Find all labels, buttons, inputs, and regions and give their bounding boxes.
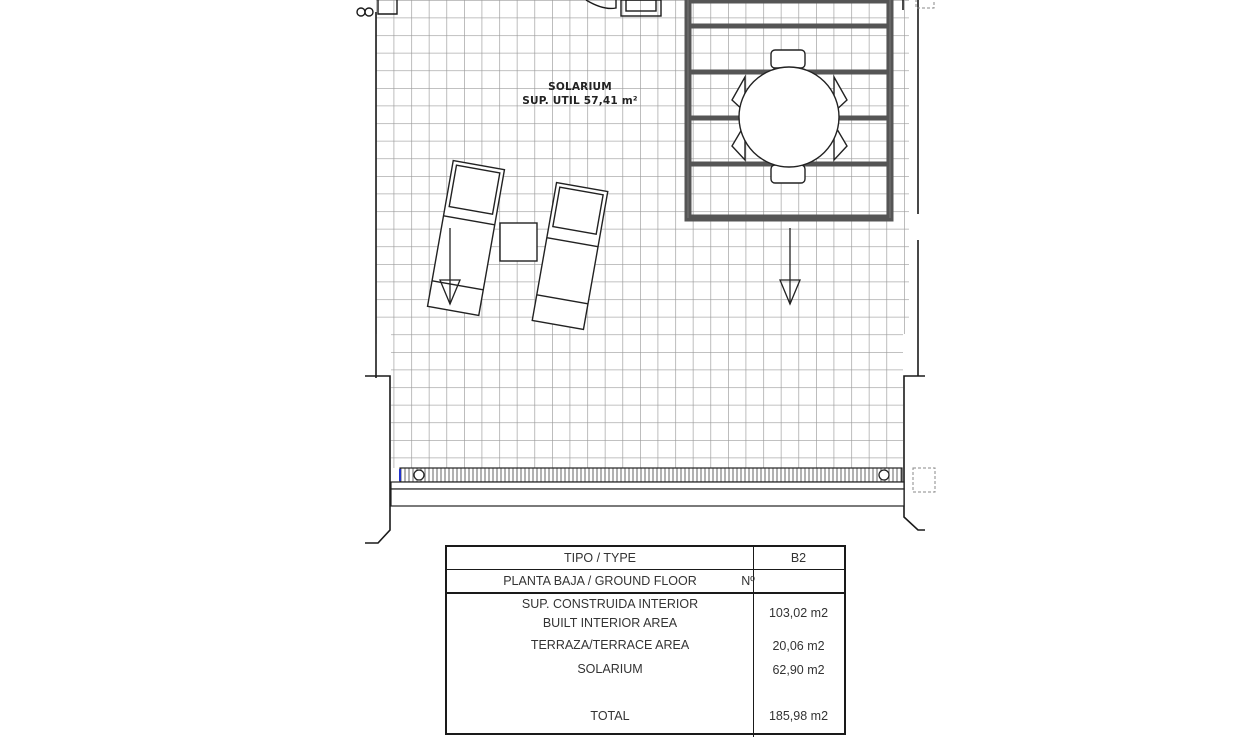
terrace-area-value: 20,06 m2 xyxy=(772,639,825,653)
room-area: SUP. UTIL 57,41 m² xyxy=(522,95,638,107)
glass-railing-icon xyxy=(391,468,935,506)
side-table-icon xyxy=(500,223,537,261)
total-label: TOTAL xyxy=(590,709,630,723)
room-name: SOLARIUM xyxy=(548,81,612,93)
terrace-area-label: TERRAZA/TERRACE AREA xyxy=(530,638,690,652)
total-value: 185,98 m2 xyxy=(768,709,829,723)
built-area-label-en: BUILT INTERIOR AREA xyxy=(542,616,678,630)
built-area-label-es: SUP. CONSTRUIDA INTERIOR xyxy=(521,597,699,611)
solarium-area-value: 62,90 m2 xyxy=(772,663,825,677)
area-table xyxy=(445,545,846,735)
type-value: B2 xyxy=(790,551,807,565)
number-label: Nº xyxy=(741,574,755,588)
floor-label: PLANTA BAJA / GROUND FLOOR xyxy=(503,574,697,588)
type-label: TIPO / TYPE xyxy=(563,551,636,565)
built-area-value: 103,02 m2 xyxy=(768,606,829,620)
table-rule xyxy=(447,592,844,594)
solarium-area-label: SOLARIUM xyxy=(577,662,643,676)
table-rule xyxy=(447,569,844,570)
